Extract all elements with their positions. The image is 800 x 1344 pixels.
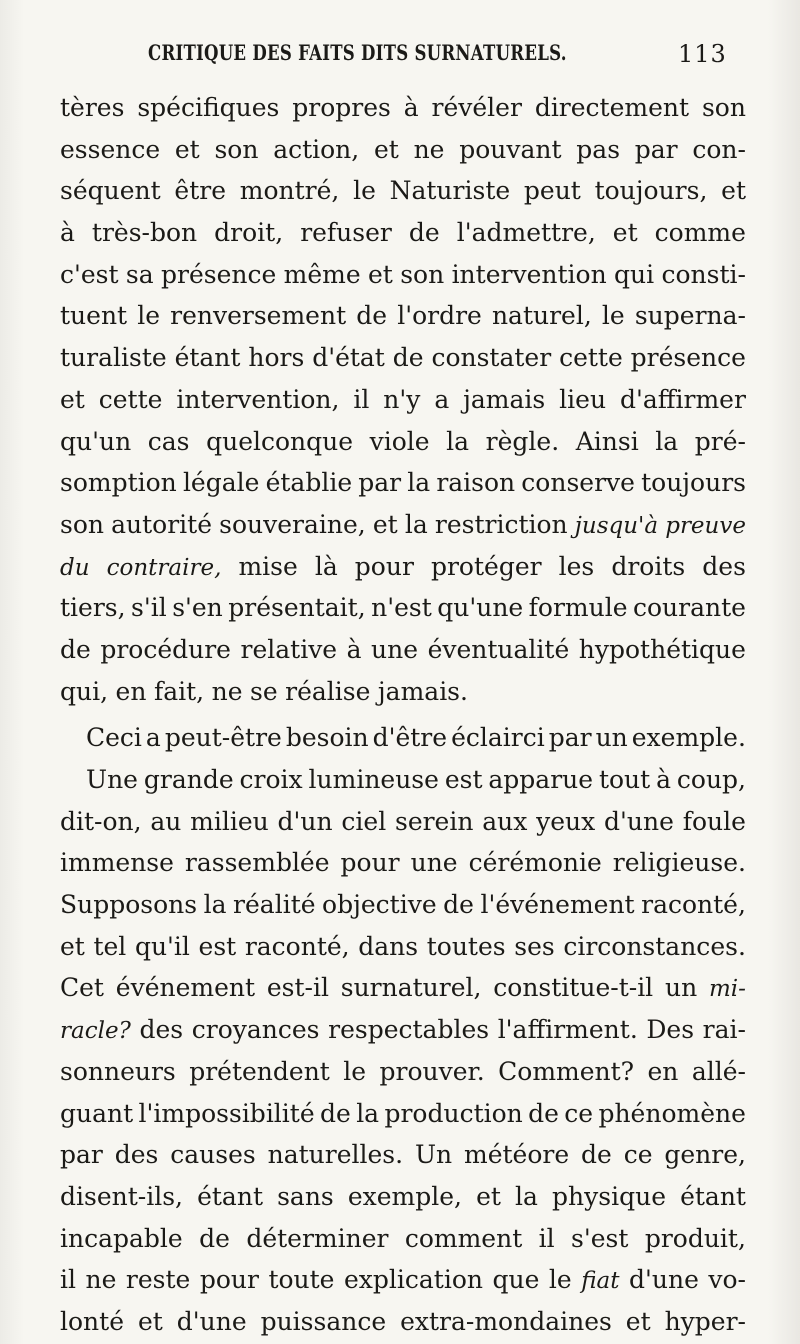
word: relative: [240, 634, 338, 664]
word: grande: [143, 765, 234, 794]
word: somption: [60, 468, 177, 498]
word: d'une: [628, 1265, 699, 1295]
word: d'une: [604, 806, 674, 836]
word: droit,: [214, 218, 284, 248]
word: la: [404, 509, 428, 539]
word: d'être: [372, 723, 448, 753]
word: sans: [277, 1181, 334, 1211]
word: la: [515, 1181, 538, 1211]
word: pré-: [694, 426, 746, 456]
word: guant: [60, 1098, 134, 1128]
word: reste: [125, 1265, 191, 1295]
text-line: [60, 629, 746, 671]
word: est: [198, 931, 237, 961]
word: propres: [292, 93, 391, 122]
text-line: [60, 254, 746, 296]
word: consti-: [661, 259, 746, 289]
word: le: [548, 1265, 572, 1295]
word: qu'une: [437, 593, 524, 623]
word: la: [446, 426, 470, 456]
text-line: [60, 926, 746, 968]
word: des: [702, 551, 746, 581]
word: raconté,: [244, 931, 350, 961]
word: physique: [552, 1181, 666, 1211]
word: et: [721, 176, 746, 206]
word: en: [115, 676, 147, 706]
word: cette: [559, 343, 623, 373]
running-head: [0, 40, 800, 72]
word: n'y: [383, 384, 421, 414]
word: spécifiques: [137, 93, 280, 122]
word: s'est: [571, 1223, 629, 1253]
word: hors: [248, 343, 305, 373]
word: déterminer: [246, 1223, 389, 1253]
word: renversement: [170, 301, 347, 331]
text-line: [60, 967, 746, 1009]
word: a: [145, 723, 161, 753]
italic-word: du: [60, 554, 90, 581]
word: la: [407, 468, 431, 498]
word: la: [655, 426, 679, 456]
word: par: [634, 134, 678, 164]
word: mise: [238, 551, 298, 581]
word: séquent: [60, 176, 161, 206]
text-line: [60, 421, 746, 463]
word: montré,: [239, 176, 340, 206]
text-line: [60, 212, 746, 254]
word: extra-mondaines: [400, 1306, 612, 1336]
text-line: [60, 1301, 746, 1343]
word: ne: [413, 134, 445, 164]
word: son: [400, 259, 445, 289]
word: raconté,: [641, 890, 746, 920]
word: Un: [414, 1140, 453, 1170]
word: superna-: [634, 301, 746, 331]
word: procédure: [100, 634, 231, 664]
body-text: [60, 87, 746, 1343]
word: l'impossibilité: [138, 1098, 315, 1128]
word: et: [476, 1181, 501, 1211]
word: action,: [273, 134, 360, 164]
word: a: [434, 384, 450, 414]
text-line: [60, 671, 746, 713]
word: incapable: [60, 1223, 183, 1253]
word: là: [314, 551, 338, 581]
word: hyper-: [664, 1306, 746, 1336]
word: une: [410, 848, 458, 878]
word: c'est: [60, 259, 119, 289]
word: ce: [623, 1140, 653, 1170]
word: lumineuse: [308, 765, 439, 794]
word: éventualité: [427, 634, 570, 664]
word: jamais.: [377, 676, 468, 706]
word: très-bon: [91, 218, 198, 248]
word: prétendent: [189, 1056, 330, 1086]
word: quelconque: [206, 426, 354, 456]
word: étant: [197, 1181, 263, 1211]
word: légale: [182, 468, 260, 498]
word: l'affirment.: [497, 1015, 638, 1045]
word: coup,: [676, 765, 746, 794]
word: et: [372, 509, 398, 539]
word: tères: [60, 93, 125, 122]
word: de: [528, 1098, 559, 1128]
word: droits: [611, 551, 686, 581]
word: constitue-t-il: [493, 973, 654, 1003]
word: et: [612, 218, 638, 248]
word: même: [283, 259, 361, 289]
word: prouver.: [379, 1056, 485, 1086]
text-line: [60, 1259, 746, 1301]
word: son: [214, 134, 259, 164]
word: le: [601, 301, 625, 331]
word: Ceci: [86, 723, 142, 753]
word: un: [595, 723, 628, 753]
word: de: [320, 1098, 351, 1128]
text-line: [60, 717, 746, 759]
word: à: [60, 218, 75, 248]
word: protéger: [430, 551, 542, 581]
word: production: [384, 1098, 523, 1128]
word: réalité: [233, 890, 316, 920]
word: milieu: [190, 806, 269, 836]
word: religieuse.: [612, 848, 746, 878]
word: révéler: [431, 93, 522, 122]
word: hypothétique: [578, 634, 746, 664]
word: allé-: [691, 1056, 746, 1086]
word: par: [548, 723, 592, 753]
word: courante: [632, 593, 746, 623]
word: puissance: [260, 1306, 387, 1336]
text-line: [60, 587, 746, 629]
word: directement: [534, 93, 690, 122]
word: fait,: [153, 676, 205, 706]
word: turaliste: [60, 343, 167, 373]
word: l'événement: [480, 890, 635, 920]
page-number: 113: [678, 40, 727, 68]
word: Supposons: [60, 890, 198, 920]
word: de: [443, 890, 474, 920]
word: pas: [576, 134, 621, 164]
word: tiers,: [60, 593, 126, 623]
text-line: [60, 462, 746, 504]
word: ce: [564, 1098, 594, 1128]
word: ciel: [341, 806, 387, 836]
word: présence: [630, 343, 746, 373]
word: et: [625, 1306, 651, 1336]
word: toujours,: [594, 176, 708, 206]
word: les: [558, 551, 595, 581]
word: toutes: [426, 931, 506, 961]
word: sa: [125, 259, 154, 289]
word: d'une: [176, 1306, 247, 1336]
word: rai-: [702, 1015, 746, 1045]
word: Naturiste: [389, 176, 511, 206]
word: un: [664, 973, 698, 1003]
word: naturel,: [491, 301, 592, 331]
text-line: [60, 546, 746, 588]
word: exemple.: [631, 723, 746, 753]
word: souveraine,: [219, 509, 366, 539]
word: disent-ils,: [60, 1181, 183, 1211]
text-line: [60, 759, 746, 801]
word: phénomène: [598, 1098, 746, 1128]
word: se: [250, 676, 278, 706]
word: l'admettre,: [456, 218, 596, 248]
word: réalise: [285, 676, 371, 706]
word: cette: [98, 384, 163, 414]
word: intervention,: [176, 384, 340, 414]
word: en: [647, 1056, 679, 1086]
word: est: [444, 765, 483, 794]
word: exemple,: [347, 1181, 462, 1211]
word: s'en: [172, 593, 223, 623]
word: cas: [147, 426, 190, 456]
word: l'ordre: [397, 301, 482, 331]
word: restriction: [434, 509, 568, 539]
word: Une: [86, 765, 138, 794]
word: il: [60, 1265, 76, 1295]
italic-word: preuve: [665, 512, 746, 539]
word: la: [356, 1098, 380, 1128]
word: le: [137, 301, 161, 331]
text-line: [60, 129, 746, 171]
word: il: [538, 1223, 555, 1253]
word: au: [150, 806, 182, 836]
word: de: [356, 301, 388, 331]
word: que: [492, 1265, 540, 1295]
word: intervention: [451, 259, 607, 289]
word: à: [346, 634, 362, 664]
italic-word: contraire,: [106, 554, 222, 581]
word: et: [174, 134, 200, 164]
word: foule: [682, 806, 746, 836]
word: le: [343, 1056, 367, 1086]
word: conserve: [521, 468, 635, 498]
text-line: [60, 884, 746, 926]
word: une: [371, 634, 419, 664]
word: pour: [340, 848, 400, 878]
word: étant: [680, 1181, 746, 1211]
word: peut-être: [164, 723, 282, 753]
word: il: [353, 384, 370, 414]
text-line: [60, 801, 746, 843]
text-line: [60, 1134, 746, 1176]
word: et: [368, 259, 393, 289]
word: d'un: [277, 806, 333, 836]
text-line: [60, 504, 746, 546]
word: surnaturel,: [340, 973, 482, 1003]
italic-word: fiat: [581, 1268, 620, 1295]
word: viole: [369, 426, 430, 456]
text-line: [60, 337, 746, 379]
word: règle.: [485, 426, 560, 456]
word: cérémonie: [468, 848, 602, 878]
word: par: [358, 468, 402, 498]
word: présence: [161, 259, 277, 289]
word: n'est: [371, 593, 432, 623]
word: objective: [322, 890, 437, 920]
text-line: [60, 87, 746, 129]
word: Cet: [60, 973, 104, 1003]
word: formule: [528, 593, 628, 623]
text-line: [60, 1093, 746, 1135]
word: Comment?: [498, 1056, 635, 1086]
italic-word: jusqu'à: [574, 512, 659, 539]
text-line: [60, 295, 746, 337]
word: de: [392, 343, 424, 373]
word: par: [60, 1140, 103, 1170]
word: météore: [463, 1140, 570, 1170]
word: qui,: [60, 676, 109, 706]
word: essence: [60, 134, 161, 164]
text-line: [60, 1009, 746, 1051]
text-line: [60, 379, 746, 421]
word: Ainsi: [575, 426, 639, 456]
word: aux: [482, 806, 528, 836]
word: ne: [85, 1265, 117, 1295]
word: et: [373, 134, 399, 164]
word: qui: [614, 259, 655, 289]
word: jamais: [463, 384, 546, 414]
word: de: [408, 218, 440, 248]
word: d'affirmer: [619, 384, 746, 414]
text-line: [60, 1176, 746, 1218]
word: étant: [174, 343, 241, 373]
word: établie: [265, 468, 353, 498]
word: besoin: [285, 723, 369, 753]
word: serein: [394, 806, 474, 836]
word: ses: [514, 931, 555, 961]
word: rassemblée: [184, 848, 330, 878]
word: des: [139, 1015, 184, 1045]
word: Des: [646, 1015, 695, 1045]
word: comme: [654, 218, 746, 248]
word: qu'il: [134, 931, 190, 961]
word: croyances: [191, 1015, 320, 1045]
word: immense: [60, 848, 174, 878]
word: présentait,: [228, 593, 366, 623]
word: à: [656, 765, 671, 794]
word: et: [60, 931, 85, 961]
word: qu'un: [60, 426, 132, 456]
word: de: [199, 1223, 230, 1253]
word: refuser: [300, 218, 392, 248]
word: s'il: [131, 593, 167, 623]
word: yeux: [536, 806, 596, 836]
word: respectables: [328, 1015, 490, 1045]
word: le: [353, 176, 376, 206]
word: lonté: [60, 1306, 124, 1336]
word: pour: [199, 1265, 259, 1295]
text-line: [60, 1218, 746, 1260]
word: croix: [239, 765, 303, 794]
word: éclairci: [451, 723, 545, 753]
word: tout: [598, 765, 651, 794]
word: et: [60, 384, 85, 414]
word: d'état: [312, 343, 385, 373]
word: événement: [115, 973, 256, 1003]
word: sonneurs: [60, 1056, 176, 1086]
word: explication: [343, 1265, 483, 1295]
word: la: [203, 890, 227, 920]
word: peut: [523, 176, 581, 206]
word: être: [174, 176, 226, 206]
word: vo-: [708, 1265, 746, 1295]
word: pouvant: [459, 134, 562, 164]
word: lieu: [559, 384, 607, 414]
word: de: [60, 634, 91, 664]
word: des: [114, 1140, 159, 1170]
word: produit,: [644, 1223, 746, 1253]
word: toute: [268, 1265, 335, 1295]
word: apparue: [488, 765, 594, 794]
italic-word: mi-: [708, 976, 746, 1003]
word: est-il: [266, 973, 329, 1003]
word: autorité: [111, 509, 213, 539]
running-title: CRITIQUE DES FAITS DITS SURNATURELS.: [148, 40, 567, 65]
word: genre,: [664, 1140, 746, 1170]
word: con-: [692, 134, 746, 164]
text-line: [60, 842, 746, 884]
word: ne: [211, 676, 243, 706]
word: dans: [358, 931, 419, 961]
text-line: [60, 1051, 746, 1093]
word: causes: [170, 1140, 256, 1170]
word: son: [701, 93, 746, 122]
word: pour: [354, 551, 414, 581]
word: raison: [436, 468, 516, 498]
word: de: [581, 1140, 612, 1170]
word: tel: [93, 931, 127, 961]
word: tuent: [60, 301, 128, 331]
italic-word: racle?: [60, 1018, 131, 1045]
word: circonstances.: [563, 931, 746, 961]
word: et: [137, 1306, 163, 1336]
word: dit-on,: [60, 806, 142, 836]
word: à: [403, 93, 419, 122]
word: toujours: [641, 468, 746, 498]
word: naturelles.: [267, 1140, 404, 1170]
word: comment: [404, 1223, 523, 1253]
word: constater: [431, 343, 552, 373]
word: son: [60, 509, 104, 539]
text-line: [60, 170, 746, 212]
